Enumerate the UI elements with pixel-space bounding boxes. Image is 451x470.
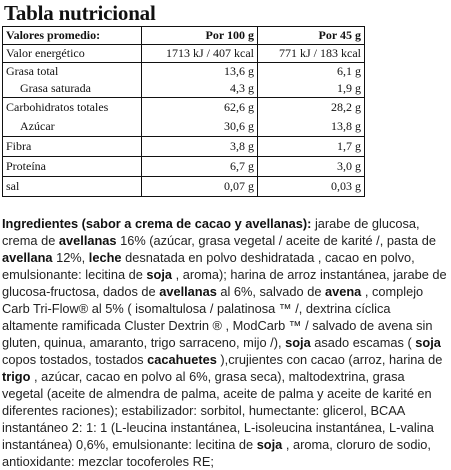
table-header-row [3, 27, 365, 45]
row-label: sal [3, 177, 142, 197]
allergen: avellana [2, 250, 53, 265]
row-value-45g: 3,0 g [258, 157, 365, 177]
row-label: Fibra [3, 137, 142, 157]
row-value-45g: 771 kJ / 183 kcal [258, 45, 365, 63]
row-value-45g: 6,1 g [258, 63, 365, 81]
row-label: Valor energético [3, 45, 142, 63]
allergen: leche [88, 250, 122, 265]
allergen: avellanas [159, 284, 217, 299]
row-value-100g: 6,7 g [142, 157, 258, 177]
ingredients-text: , azúcar, cacao en polvo al 6%, grasa seca), maltodextrina, grasa vegetal (aceite de almendra de palma, aceite de palma y aceite de karité en diferentes raciones); estabilizador: sorbitol, humectante: glicerol, BCAA instantáneo 2: 1: 1 (L-leucina instantánea, L-isoleucina instantánea, L-valina instantánea) 0,6%, emulsionante: lecitina de [2, 369, 434, 452]
table-row [3, 177, 365, 197]
ingredients-heading: Ingredientes (sabor a crema de cacao y avellanas): [2, 216, 312, 231]
table-row [3, 98, 365, 118]
ingredients-paragraph [2, 215, 448, 470]
row-label: Proteína [3, 157, 142, 177]
row-value-100g: 3,8 g [142, 137, 258, 157]
row-value-45g: 13,8 g [258, 117, 365, 137]
ingredients-text: 12%, [52, 250, 89, 265]
allergen: soja [256, 437, 283, 452]
allergen: trigo [2, 369, 31, 384]
table-row [3, 63, 365, 81]
allergen: soja [285, 335, 311, 350]
table-row [3, 157, 365, 177]
row-label: Grasa total [3, 63, 142, 81]
ingredients-text: asado escamas ( [310, 335, 416, 350]
row-value-100g: 1713 kJ / 407 kcal [142, 45, 258, 63]
row-value-100g: 13,6 g [142, 63, 258, 81]
ingredients-text: desnatada en polvo deshidratada , cacao en polvo, emulsionante: lecitina de [2, 250, 415, 282]
row-value-100g: 0,07 g [142, 177, 258, 197]
row-label: Grasa saturada [20, 81, 91, 95]
row-value-45g: 1,7 g [258, 137, 365, 157]
ingredients-text: jarabe de glucosa, crema de [2, 216, 420, 248]
allergen: avellanas [58, 233, 117, 248]
table-row [3, 45, 365, 63]
row-value-100g: 62,6 g [142, 98, 258, 118]
row-label: Azúcar [20, 119, 55, 133]
nutrition-table [2, 26, 365, 197]
ingredients-text: 16% (azúcar, grasa vegetal / aceite de karité /, pasta de [116, 233, 436, 248]
row-value-45g: 28,2 g [258, 98, 365, 118]
row-value-100g: 4,3 g [142, 80, 258, 98]
page-title: Tabla nutricional [4, 1, 156, 25]
row-label: Carbohidratos totales [3, 98, 142, 118]
row-value-45g: 1,9 g [258, 80, 365, 98]
header-label: Valores promedio: [3, 27, 142, 45]
ingredients-text: al 6%, salvado de [216, 284, 325, 299]
ingredients-text: copos tostados, tostados [2, 352, 148, 367]
allergen: soja [415, 335, 441, 350]
header-per-100g: Por 100 g [142, 27, 258, 45]
row-value-100g: 30,6 g [142, 117, 258, 137]
table-row [3, 117, 365, 137]
header-per-45g: Por 45 g [258, 27, 365, 45]
row-value-45g: 0,03 g [258, 177, 365, 197]
ingredients-text: , aroma); harina de arroz instantánea, jarabe de glucosa-fructosa, dados de [2, 267, 447, 299]
table-row [3, 137, 365, 157]
ingredients-text: ),crujientes con cacao (arroz, harina de [216, 352, 443, 367]
allergen: avena [325, 284, 362, 299]
allergen: cacahuetes [147, 352, 217, 367]
ingredients-text: , complejo Carb Tri-Flow® al 5% ( isomaltulosa / palatinosa ™ /, dextrina cíclica altamente ramificada Cluster Dextrin ® , ModCarb ™ / salvado de avena sin gluten, quinua, amaranto, trigo sarraceno, mijo /), [2, 284, 433, 350]
allergen: soja [146, 267, 173, 282]
table-row [3, 80, 365, 98]
ingredients-text: , aroma, cloruro de sodio, antioxidante: mezclar tocoferoles RE; [2, 437, 431, 469]
